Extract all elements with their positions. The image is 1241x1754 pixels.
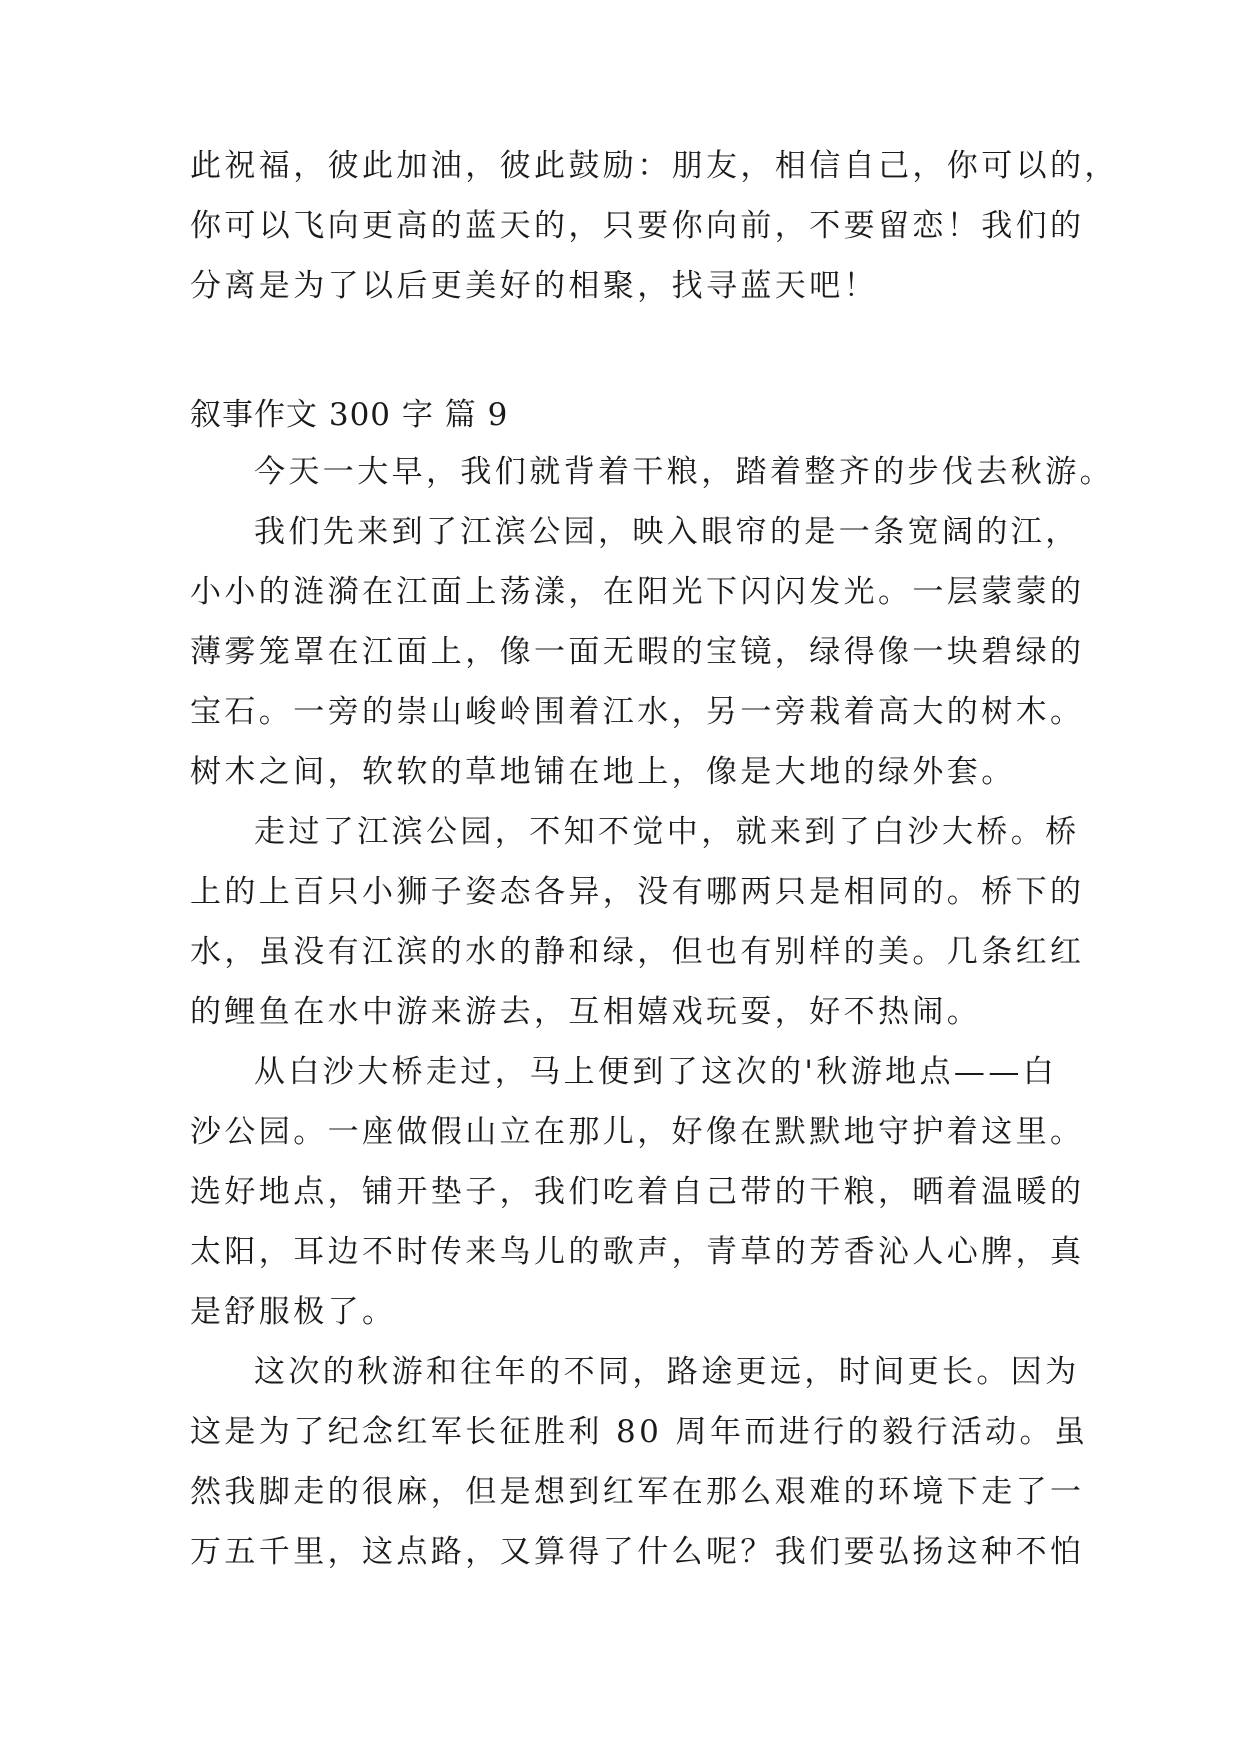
text-line: 此祝福，彼此加油，彼此鼓励：朋友，相信自己，你可以的，: [190, 148, 1119, 184]
text-line: 薄雾笼罩在江面上，像一面无暇的宝镜，绿得像一块碧绿的: [190, 634, 1085, 670]
text-line: 上的上百只小狮子姿态各异，没有哪两只是相同的。桥下的: [190, 874, 1085, 910]
section-title: 叙事作文 300 字 篇 9: [190, 397, 509, 433]
text-line: 从白沙大桥走过，马上便到了这次的'秋游地点——白: [254, 1054, 1058, 1090]
text-line: 万五千里，这点路，又算得了什么呢？我们要弘扬这种不怕: [190, 1534, 1085, 1570]
text-line: 分离是为了以后更美好的相聚，找寻蓝天吧！: [190, 268, 878, 304]
text-line: 走过了江滨公园，不知不觉中，就来到了白沙大桥。桥: [254, 814, 1080, 850]
text-line: 宝石。一旁的崇山峻岭围着江水，另一旁栽着高大的树木。: [190, 694, 1085, 730]
text-line: 选好地点，铺开垫子，我们吃着自己带的干粮，晒着温暖的: [190, 1174, 1085, 1210]
text-line: 这次的秋游和往年的不同，路途更远，时间更长。因为: [254, 1354, 1080, 1390]
text-line: 这是为了纪念红军长征胜利 80 周年而进行的毅行活动。虽: [190, 1414, 1089, 1450]
text-line: 我们先来到了江滨公园，映入眼帘的是一条宽阔的江，: [254, 514, 1080, 550]
text-line: 树木之间，软软的草地铺在地上，像是大地的绿外套。: [190, 754, 1016, 790]
text-line: 水，虽没有江滨的水的静和绿，但也有别样的美。几条红红: [190, 934, 1085, 970]
text-line: 是舒服极了。: [190, 1294, 397, 1330]
text-line: 今天一大早，我们就背着干粮，踏着整齐的步伐去秋游。: [254, 454, 1114, 490]
text-line: 太阳，耳边不时传来鸟儿的歌声，青草的芳香沁人心脾，真: [190, 1234, 1085, 1270]
text-line: 沙公园。一座做假山立在那儿，好像在默默地守护着这里。: [190, 1114, 1085, 1150]
text-line: 的鲤鱼在水中游来游去，互相嬉戏玩耍，好不热闹。: [190, 994, 982, 1030]
text-line: 然我脚走的很麻，但是想到红军在那么艰难的环境下走了一: [190, 1474, 1085, 1510]
text-line: 小小的涟漪在江面上荡漾，在阳光下闪闪发光。一层蒙蒙的: [190, 574, 1085, 610]
text-line: 你可以飞向更高的蓝天的，只要你向前，不要留恋！我们的: [190, 208, 1085, 244]
